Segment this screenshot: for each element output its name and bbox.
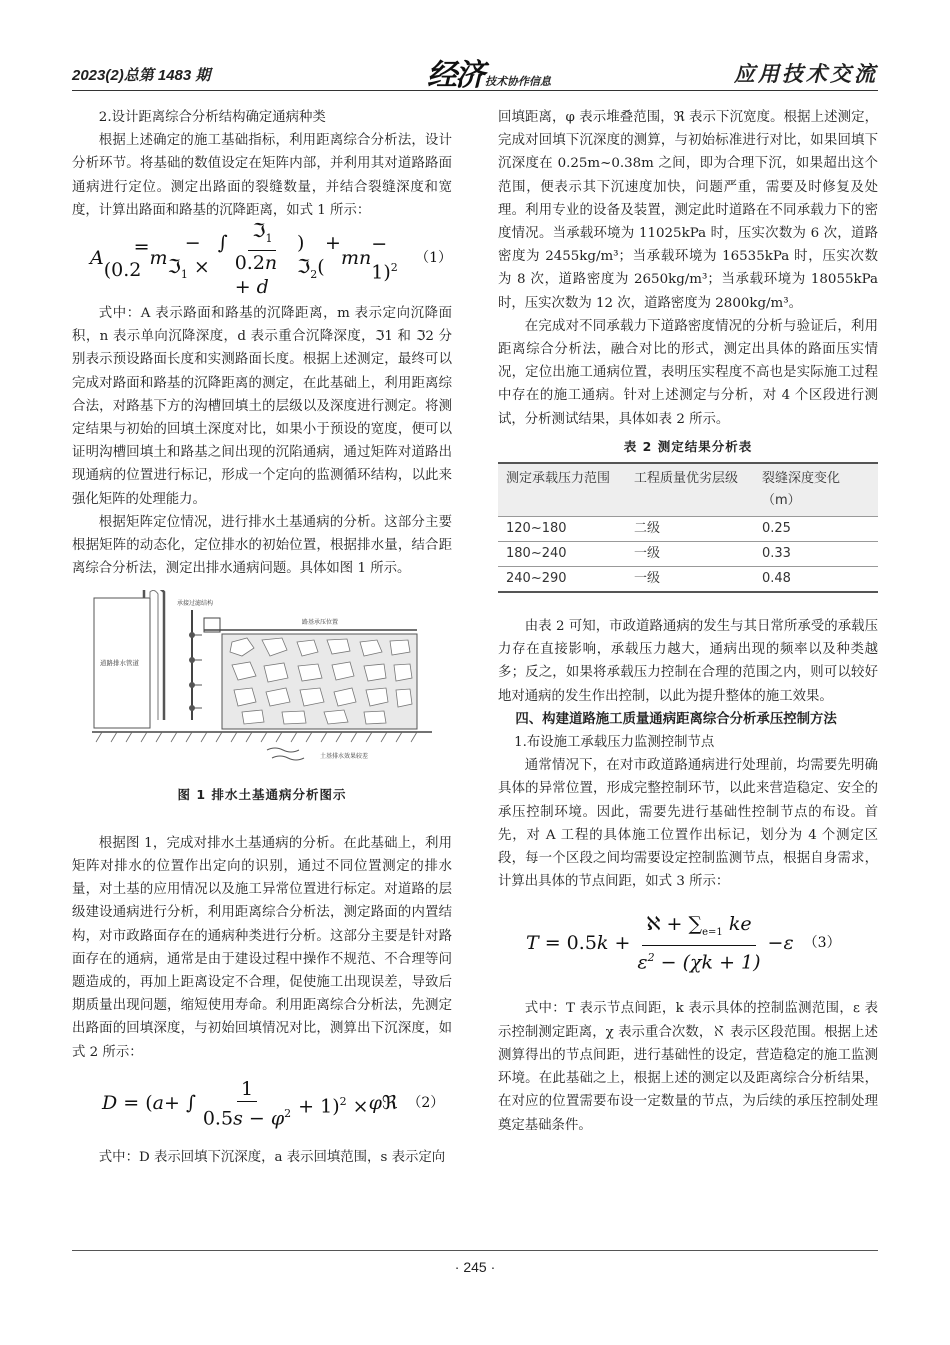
section-heading: 四、构建道路施工质量通病距离综合分析承压控制方法 [515, 711, 837, 727]
table-cell: 0.48 [754, 567, 878, 593]
fig-label-load: 路基承压位置 [302, 619, 339, 627]
table-header-row [498, 463, 878, 517]
equation-number: （3） [803, 934, 841, 951]
right-column [498, 106, 878, 1137]
paragraph: 由表 2 可知，市政道路通病的发生与其日常所承受的承载压力存在直接影响，承载压力越大，通病出现的频率以及种类越多；反之，如果将承载压力控制在合理的范围之内，则可以较好地对通病的发生作出控制，以此为提升整体的施工效果。 [498, 619, 878, 704]
table-cell: 0.33 [754, 542, 878, 567]
table-cell: 一级 [626, 542, 754, 567]
table-row [498, 517, 878, 542]
issue-number: 2023(2)总第 1483 期 [72, 67, 211, 84]
table-row [498, 567, 878, 593]
table-cell: 120~180 [498, 517, 626, 542]
equation-number: （2） [407, 1095, 445, 1112]
journal-logo [427, 50, 551, 94]
figure-drainage-diagram [92, 590, 432, 770]
page-number: · 245 · [454, 1259, 496, 1275]
table-cell: 180~240 [498, 542, 626, 567]
section-title: 应用技术交流 [734, 62, 878, 86]
equation-number: （1） [415, 250, 452, 267]
table-header: 测定承载压力范围 [498, 463, 626, 517]
table-cell: 一级 [626, 567, 754, 593]
paragraph: 式中：T 表示节点间距，k 表示具体的控制监测范围，ε 表示控制测定距离，χ 表示重合次数，ℵ 表示区段范围。根据上述测算得出的节点间距，进行基础性的设定，营造稳定的施工监测环境。在此基础之上，根据上述的测定以及距离综合分析结果，在对应的位置需要布设一定数量的节点，为后续的承压控制处理奠定基础条件。 [498, 1001, 878, 1133]
results-table [498, 462, 878, 593]
fig-label-pipe: 道路排水管道 [100, 659, 139, 668]
page-header [72, 56, 878, 91]
paragraph: 根据图 1，完成对排水土基通病的分析。在此基础上，利用矩阵对排水的位置作出定向的识别，通过不同位置测定的排水量，对土基的应用情况以及施工异常位置进行标定。对道路的层级建设通病进行分析，利用距离综合分析法，测定路面的内置结构，对市政路面存在的通病种类进行分析。这部分主要是针对路面存在的通病，通常是由于建设过程中操作不规范、不合理等问题造成的，再加上距离设定不合理，促使施工出现误差，导致后期质量出现问题，缩短使用寿命。利用距离综合分析法，先测定出路面的回填深度，与初始回填情况对比，测算出下沉深度，如式 2 所示： [72, 835, 452, 1060]
table-cell: 240~290 [498, 567, 626, 593]
table-caption: 表 2 测定结果分析表 [623, 438, 753, 454]
table-header: 裂缝深度变化（m） [754, 463, 878, 517]
left-column [72, 106, 452, 1169]
figure-caption: 图 1 排水土基通病分析图示 [177, 786, 347, 802]
page-footer [72, 1250, 878, 1275]
journal-logo-mark: 经济 [427, 58, 483, 93]
paragraph: 通常情况下，在对市政道路通病进行处理前，均需要先明确具体的异常位置，形成完整控制环节，以此来营造稳定、安全的承压控制环境。因此，需要先进行基础性控制节点的布设。首先，对 A 工程的具体施工位置作出标记，划分为 4 个测定区段，每一个区段之间均需要设定控制监测节点，根据自身需求，计算出具体的节点间距，如式 3 所示： [498, 758, 878, 890]
table-header: 工程质量优劣层级 [626, 463, 754, 517]
table-cell: 二级 [626, 517, 754, 542]
equation-2: D = ( a + ∫ $\frac{1}{0.5s - \varphi^2}$ + 1)$^2$ × φ ℜ （2） [102, 1078, 445, 1130]
paragraph: 在完成对不同承载力下道路密度情况的分析与验证后，利用距离综合分析法，融合对比的形式，测定出具体的路面压实情况，定位出施工通病位置，表明压实程度不高也是实际施工过程中存在的施工通病。针对上述测定与分析，对 4 个区段进行测试，分析测试结果，具体如表 2 所示。 [498, 318, 878, 427]
subsection-heading: 2.设计距离综合分析结构确定通病种类 [98, 110, 326, 125]
paragraph: 根据上述确定的施工基础指标，利用距离综合分析法，设计分析环节。将基础的数值设定在矩阵内部，并利用其对道路路面通病进行定位。测定出路面的裂缝数量，并结合裂缝深度和宽度，计算出路面和路基的沉降距离，如式 1 所示： [72, 133, 452, 218]
paragraph: 回填距离，φ 表示堆叠范围，ℜ 表示下沉宽度。根据上述测定，完成对回填下沉深度的测算，与初始标准进行对比，如果回填下沉深度在 0.25m~0.38m 之间，即为合理下沉，如果超出这个范围，便表示其下沉速度加快，问题严重，需要及时修复及处理。利用专业的设备及装置，测定此时道路在不同承载力下的密度情况。当承载环境为 11025kPa 时，压实次数为 6 次，道路密度为 2455kg/m³；当承载环境为 16535kPa 时，压实次数为 8 次，道路密度为 2650kg/m³；当承载环境为 18055kPa 时，压实次数为 12 次，道路密度为 2800kg/m³。 [498, 110, 878, 311]
table-row [498, 542, 878, 567]
fig-label-filter: 承接过滤结构 [177, 600, 214, 608]
equation-1: A = (0.2 m − ∫ ℑ$_1$ × $\frac{ℑ_1}{0.2n + d}$ ) + ℑ$_2$( mn − 1)$^2$ （1） [90, 219, 452, 299]
table-cell: 0.25 [754, 517, 878, 542]
paragraph: 式中：A 表示路面和路基的沉降距离，m 表示定向沉降面积，n 表示单向沉降深度，d 表示重合沉降深度，ℑ1 和 ℑ2 分别表示预设路面长度和实测路面长度。根据上述测定，最终可以完成对路面和路基的沉降距离的测定，在此基础上，利用距离综合法，对路基下方的沟槽回填土的层级以及深度进行测定。将测定结果与初始的回填土深度对比，如果小于预设的宽度，便可以证明沟槽回填土和路基之间出现的沉陷通病，通过矩阵对道路出现通病的位置进行标记，形成一个定向的监测循环结构，以此来强化矩阵的处理能力。 [72, 306, 452, 507]
fig-label-effect: 土基排水效果较差 [320, 753, 369, 761]
paragraph: 式中：D 表示回填下沉深度，a 表示回填范围，s 表示定向 [98, 1149, 446, 1165]
journal-logo-subtitle: 技术协作信息 [485, 75, 551, 88]
equation-3: T = 0.5 k + $\frac{ℵ + \sum_{e=1} ke}{\varepsilon^2 - (\chi k + 1)}$ − ε （3） [526, 913, 841, 974]
subsection-heading: 1.布设施工承载压力监测控制节点 [514, 735, 715, 751]
paragraph: 根据矩阵定位情况，进行排水土基通病的分析。这部分主要根据矩阵的动态化，定位排水的初始位置，根据排水量，结合距离综合分析法，测定出排水通病问题。具体如图 1 所示。 [72, 514, 452, 577]
